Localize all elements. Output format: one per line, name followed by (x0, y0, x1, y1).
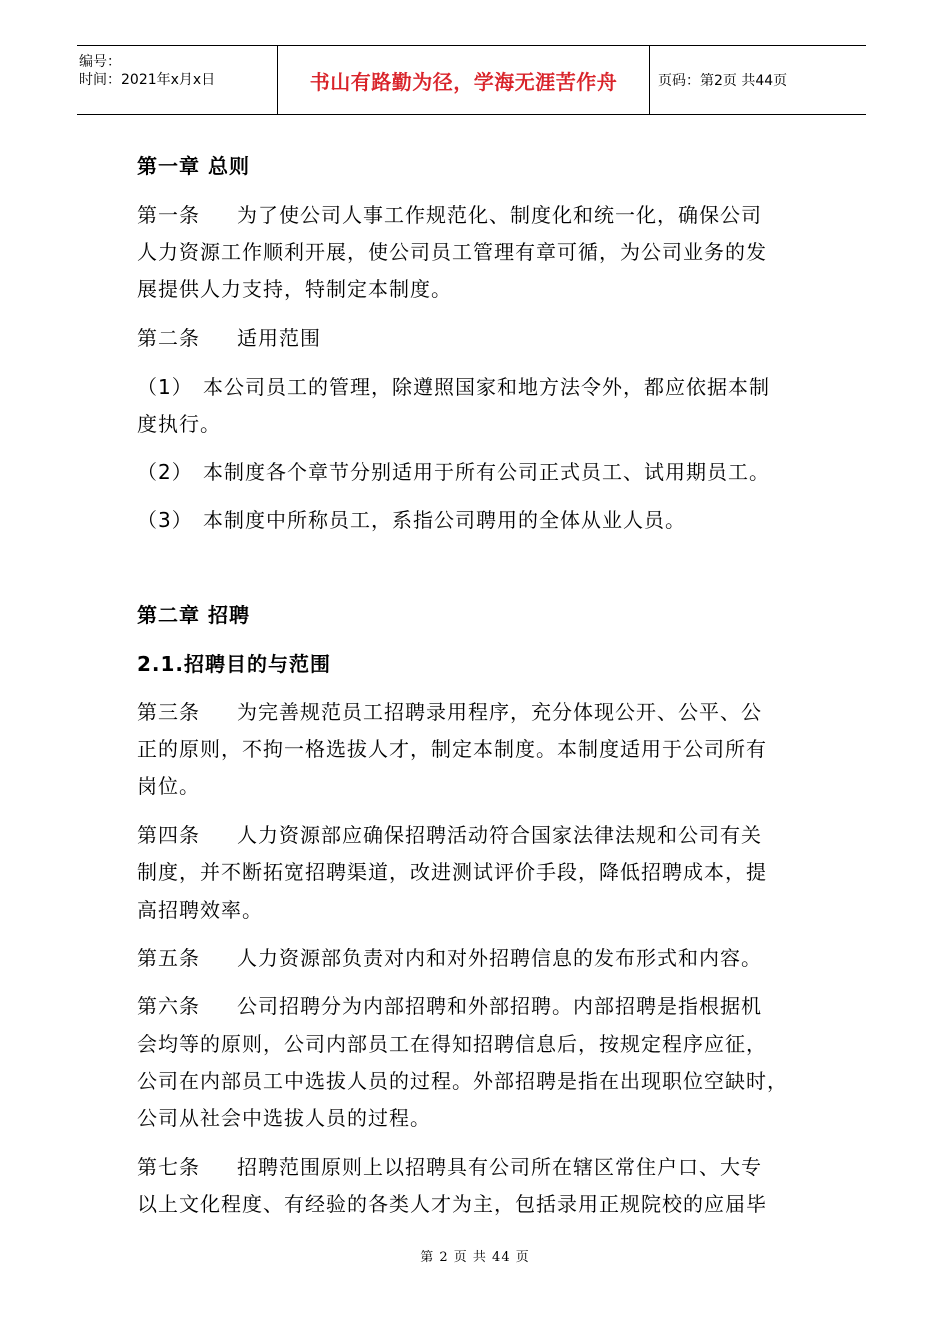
document-header (77, 45, 866, 115)
article-6-line-1 (137, 992, 762, 1020)
article-1-text-3: 展提供人力支持，特制定本制度。 (137, 277, 452, 301)
article-5-line (137, 944, 762, 972)
page-footer: 第 2 页 共 44 页 (420, 1250, 530, 1265)
item-1-text-1: 本公司员工的管理，除遵照国家和地方法令外，都应依据本制 (203, 375, 770, 399)
section-2-1-title: 2.1.招聘目的与范围 (137, 652, 332, 676)
item-3-text: 本制度中所称员工，系指公司聘用的全体从业人员。 (203, 508, 686, 532)
item-2-text: 本制度各个章节分别适用于所有公司正式员工、试用期员工。 (203, 460, 770, 484)
article-4-label: 第四条 (137, 823, 200, 847)
article-6-text-2: 会均等的原则，公司内部员工在得知招聘信息后，按规定程序应征， (137, 1032, 767, 1056)
time-label: 时间：2021年x月x日 (79, 72, 216, 88)
item-1-text-2: 度执行。 (137, 412, 221, 436)
item-1-number: （1） (137, 375, 193, 399)
article-3-text-3: 岗位。 (137, 774, 200, 798)
article-3-label: 第三条 (137, 700, 200, 724)
article-6-text-3: 公司在内部员工中选拔人员的过程。外部招聘是指在出现职位空缺时， (137, 1069, 788, 1093)
article-3-line-1 (137, 698, 762, 726)
article-4-line-1 (137, 821, 762, 849)
article-1-text-2: 人力资源工作顺利开展，使公司员工管理有章可循，为公司业务的发 (137, 240, 767, 264)
article-7-text-1: 招聘范围原则上以招聘具有公司所在辖区常住户口、大专 (237, 1155, 762, 1179)
item-2-line (137, 458, 770, 486)
chapter-2-title: 第二章 招聘 (137, 603, 250, 627)
chapter-1-title: 第一章 总则 (137, 154, 250, 178)
number-label: 编号： (79, 54, 121, 70)
article-7-line-1 (137, 1153, 762, 1181)
article-3-text-2: 正的原则，不拘一格选拔人才，制定本制度。本制度适用于公司所有 (137, 737, 767, 761)
article-6-label: 第六条 (137, 994, 200, 1018)
article-4-text-1: 人力资源部应确保招聘活动符合国家法律法规和公司有关 (237, 823, 762, 847)
header-page-info: 页码：第2页 共44页 (658, 73, 788, 89)
item-2-number: （2） (137, 460, 193, 484)
article-1-text-1: 为了使公司人事工作规范化、制度化和统一化，确保公司 (237, 203, 762, 227)
article-2-text: 适用范围 (237, 326, 321, 350)
article-6-text-4: 公司从社会中选拔人员的过程。 (137, 1106, 431, 1130)
article-1-label: 第一条 (137, 203, 200, 227)
article-5-text: 人力资源部负责对内和对外招聘信息的发布形式和内容。 (237, 946, 762, 970)
item-1-line-1 (137, 373, 770, 401)
item-3-number: （3） (137, 508, 193, 532)
header-motto: 书山有路勤为径，学海无涯苦作舟 (278, 46, 650, 114)
article-4-text-3: 高招聘效率。 (137, 898, 263, 922)
article-2-label: 第二条 (137, 326, 200, 350)
item-3-line (137, 506, 686, 534)
article-6-text-1: 公司招聘分为内部招聘和外部招聘。内部招聘是指根据机 (237, 994, 762, 1018)
article-1-line-1 (137, 201, 762, 229)
article-3-text-1: 为完善规范员工招聘录用程序，充分体现公开、公平、公 (237, 700, 762, 724)
article-4-text-2: 制度，并不断拓宽招聘渠道，改进测试评价手段，降低招聘成本，提 (137, 860, 767, 884)
article-2-line (137, 324, 321, 352)
article-7-text-2: 以上文化程度、有经验的各类人才为主，包括录用正规院校的应届毕 (137, 1192, 767, 1216)
article-5-label: 第五条 (137, 946, 200, 970)
article-7-label: 第七条 (137, 1155, 200, 1179)
header-meta (77, 46, 278, 114)
